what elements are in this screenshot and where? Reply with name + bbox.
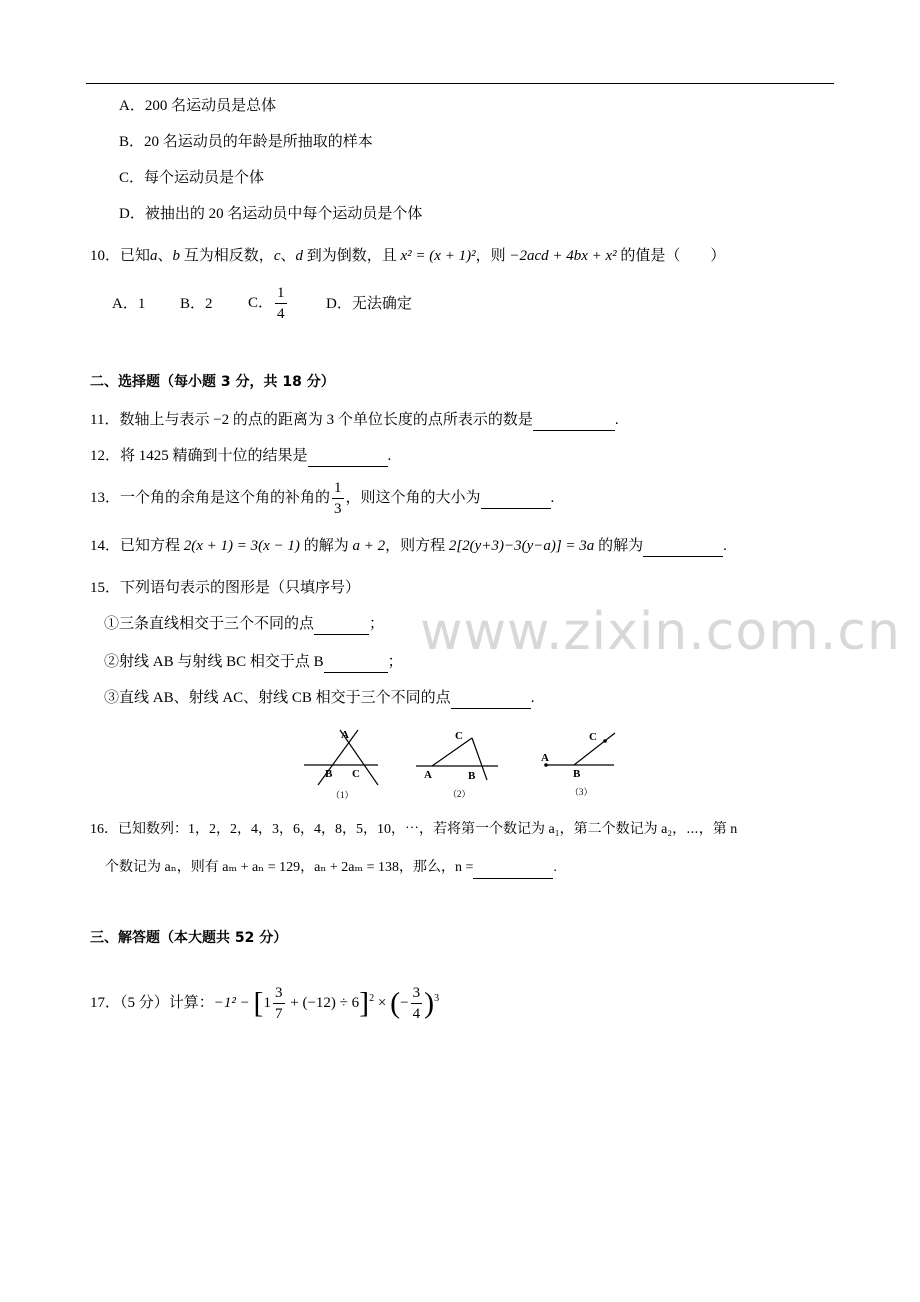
- q15-title: 15．下列语句表示的图形是（只填序号）: [90, 580, 361, 596]
- q15-item-3: ③直线 AB、射线 AC、射线 CB 相交于三个不同的点 .: [104, 688, 534, 709]
- q14-equation-2: 2[2(y+3)−3(y−a)] = 3a: [448, 538, 595, 554]
- q10-expression: −2acd + 4bx + x²: [509, 248, 617, 264]
- fig2-label-c: C: [455, 730, 463, 742]
- figure-1: [304, 729, 378, 800]
- fig3-label-c: C: [589, 731, 597, 743]
- fraction: $\frac{3}{7}$: [275, 985, 283, 1022]
- watermark: www.zixin.com.cn: [420, 602, 901, 662]
- q10-option-b: B．2: [180, 296, 213, 312]
- q9-option-a: A．200 名运动员是总体: [119, 98, 277, 114]
- figure-3: [541, 731, 615, 797]
- fig2-label-b: B: [468, 770, 476, 782]
- q16-line-1: 16．已知数列：1，2，2，4，3，6，4，8，5，10，⋯，若将第一个数记为 a₁，第二个数记为 a₂，⋯，第 n: [90, 822, 738, 837]
- q14-solution-expression: a + 2: [352, 538, 386, 554]
- q17: 17．（5 分）计算：−1² − [1 $\frac{3}{7}$ + (−12) ÷ 6]$^2$ × (− $\frac{3}{4}$ )$^3$: [90, 985, 440, 1022]
- fig2-label-a: A: [424, 769, 432, 781]
- q10-stem: 10．已知a、b 互为相反数，c、d 到为倒数，且 x² = (x + 1)²，则 −2acd + 4bx + x² 的值是（ ）: [90, 248, 726, 264]
- figure-2: [416, 730, 498, 799]
- q14-equation-1: 2(x + 1) = 3(x − 1): [183, 538, 300, 554]
- q10-equation-1: x² = (x + 1)²: [400, 248, 476, 264]
- q11: 11．数轴上与表示 −2 的点的距离为 3 个单位长度的点所表示的数是 .: [90, 410, 619, 431]
- fig2-caption: （2）: [448, 789, 471, 799]
- q9-option-d: D．被抽出的 20 名运动员中每个运动员是个体: [119, 206, 423, 222]
- q10-option-c: C． $\frac{1}{4}$: [248, 285, 285, 322]
- section-2-heading: 二、选择题（每小题 3 分，共 18 分）: [90, 374, 335, 390]
- q16-line-2: 个数记为 aₙ，则有 aₘ + aₙ = 129，aₙ + 2aₘ = 138，那么，n = .: [105, 858, 557, 879]
- fig1-label-c: C: [352, 768, 360, 780]
- q12: 12．将 1425 精确到十位的结果是 .: [90, 446, 391, 467]
- fraction: $\frac{1}{4}$: [277, 285, 285, 322]
- fig1-caption: （1）: [331, 790, 354, 800]
- section-3-heading: 三、解答题（本大题共 52 分）: [90, 930, 288, 946]
- q9-option-b: B．20 名运动员的年龄是所抽取的样本: [119, 134, 373, 150]
- fig1-label-b: B: [325, 768, 333, 780]
- q9-option-c: C．每个运动员是个体: [119, 170, 265, 186]
- q13: 13．一个角的余角是这个角的补角的 $\frac{1}{3}$ ，则这个角的大小为 .: [90, 480, 555, 517]
- answer-blank: [473, 858, 553, 879]
- q14: 14．已知方程 2(x + 1) = 3(x − 1) 的解为 a + 2，则方程 2[2(y+3)−3(y−a)] = 3a 的解为 .: [90, 536, 727, 557]
- q15-item-2: ②射线 AB 与射线 BC 相交于点 B ；: [104, 652, 403, 673]
- fig1-label-a: A: [341, 729, 349, 741]
- q10-option-a: A．1: [112, 296, 146, 312]
- fig3-label-b: B: [573, 768, 581, 780]
- fig3-caption: （3）: [570, 787, 593, 797]
- fraction: $\frac{1}{3}$: [334, 480, 342, 517]
- q15-item-1: ①三条直线相交于三个不同的点 ；: [104, 614, 384, 635]
- fig3-label-a: A: [541, 752, 549, 764]
- q10-option-d: D．无法确定: [326, 296, 412, 312]
- fraction: $\frac{3}{4}$: [412, 985, 421, 1022]
